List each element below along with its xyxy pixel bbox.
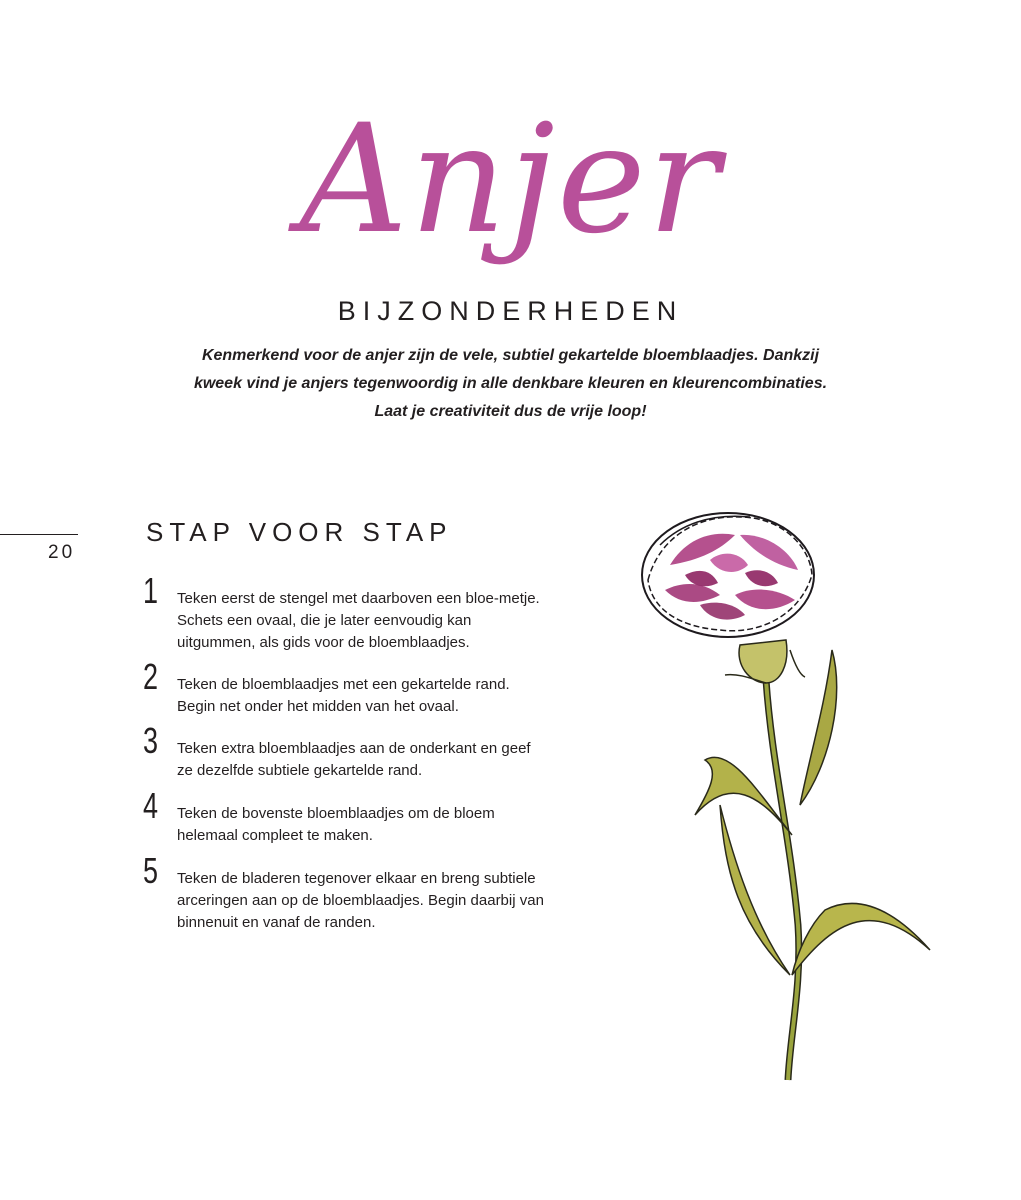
step-number: 5 bbox=[143, 850, 159, 891]
leaf-left-lower bbox=[720, 805, 790, 975]
intro-paragraph: Kenmerkend voor de anjer zijn de vele, subtiel gekartelde bloemblaadjes. Dankzij kweek vind je anjers tegenwoordig in alle denkbare kleuren en kleurencombinaties. Laat je creativiteit dus de vrije loop! bbox=[193, 347, 828, 420]
step-text: Teken de bovenste bloemblaadjes om de bloem helemaal compleet te maken. bbox=[177, 805, 495, 844]
step-text: Teken eerst de stengel met daarboven een bloe-metje. Schets een ovaal, die je later eenvoudig kan uitgummen, als gids voor de bloemblaadjes. bbox=[177, 590, 540, 651]
page-number-rule bbox=[0, 534, 78, 535]
page-number: 20 bbox=[48, 542, 76, 563]
step-text: Teken extra bloemblaadjes aan de onderkant en geef ze dezelfde subtiele gekartelde rand. bbox=[177, 740, 531, 779]
page-title: Anjer bbox=[299, 93, 722, 267]
flower-head bbox=[642, 513, 814, 637]
step-number: 1 bbox=[143, 570, 159, 611]
step-text: Teken de bladeren tegenover elkaar en breng subtiele arceringen aan op de bloemblaadjes. Begin daarbij van binnenuit en vanaf de randen. bbox=[177, 870, 544, 931]
carnation-illustration bbox=[640, 505, 940, 1085]
step-number: 4 bbox=[143, 785, 159, 826]
leaf-right-lower bbox=[792, 903, 930, 975]
step-number: 3 bbox=[143, 720, 159, 761]
step-text: Teken de bloemblaadjes met een gekartelde rand. Begin net onder het midden van het ovaal. bbox=[177, 676, 510, 715]
steps-heading: STAP VOOR STAP bbox=[146, 517, 453, 547]
section-subtitle: BIJZONDERHEDEN bbox=[337, 296, 684, 326]
step-number: 2 bbox=[143, 656, 159, 697]
leaf-right-upper bbox=[800, 650, 837, 805]
